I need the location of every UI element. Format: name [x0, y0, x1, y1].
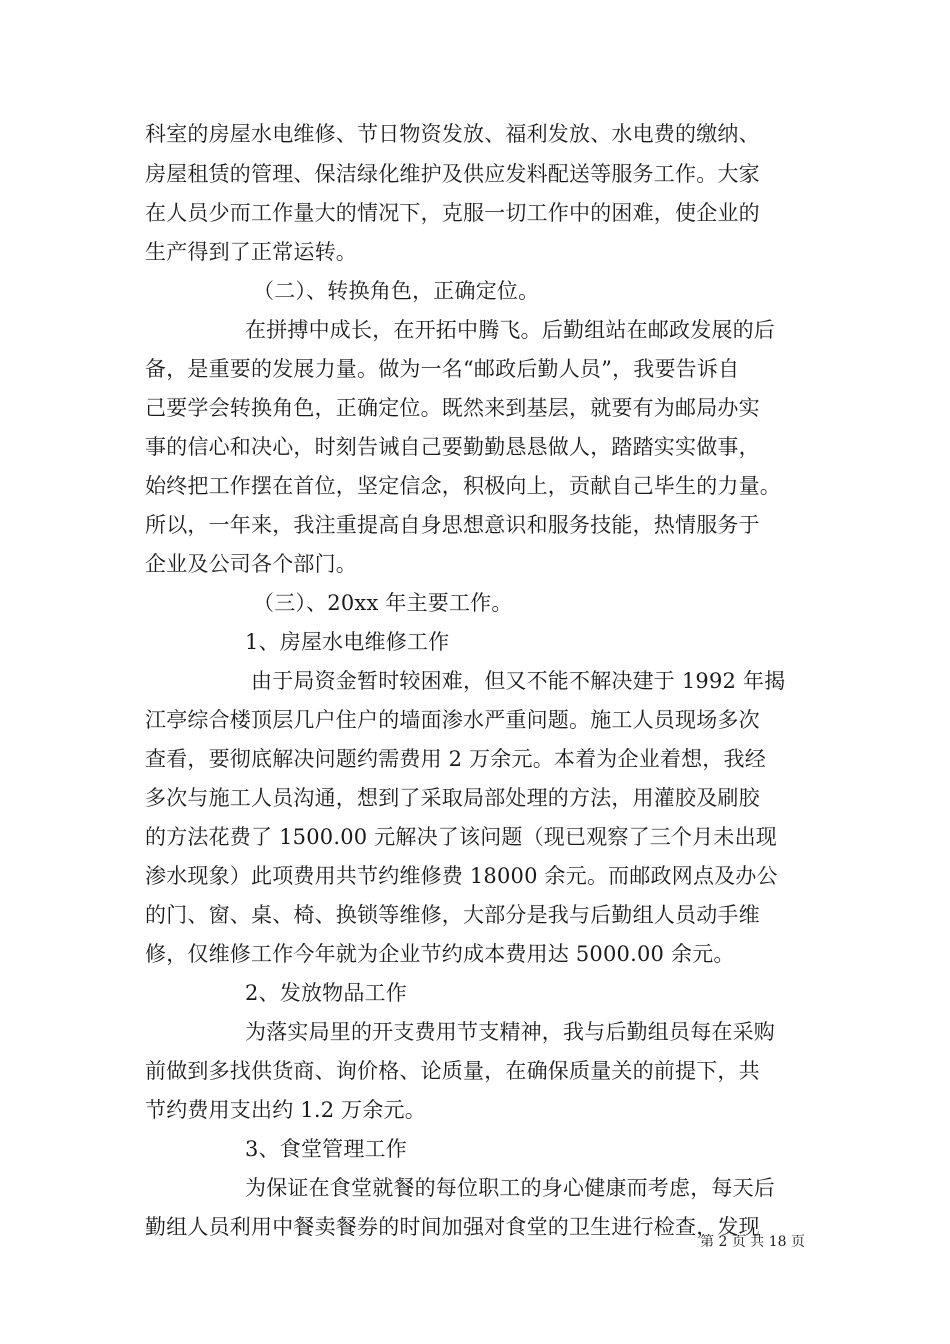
text-line: 备，是重要的发展力量。做为一名“邮政后勤人员”，我要告诉自: [145, 357, 740, 381]
text-line: 事的信心和决心，时刻告诫自己要勤勤恳恳做人，踏踏实实做事，: [145, 435, 760, 459]
text-line: 的方法花费了 1500.00 元解决了该问题（现已观察了三个月未出现: [145, 825, 777, 849]
text-line: 渗水现象）此项费用共节约维修费 18000 余元。而邮政网点及办公: [145, 864, 778, 888]
text-line: 所以，一年来，我注重提高自身思想意识和服务技能，热情服务于: [145, 513, 760, 537]
text-line: 江亭综合楼顶层几户住户的墙面渗水严重问题。施工人员现场多次: [145, 708, 760, 732]
item-heading: 3、食堂管理工作: [245, 1137, 407, 1161]
text-line: 修，仅维修工作今年就为企业节约成本费用达 5000.00 余元。: [145, 942, 735, 966]
text-line: 查看，要彻底解决问题约需费用 2 万余元。本着为企业着想，我经: [145, 747, 766, 771]
text-line: 生产得到了正常运转。: [145, 240, 357, 264]
text-line: 己要学会转换角色，正确定位。既然来到基层，就要有为邮局办实: [145, 396, 760, 420]
item-heading: 2、发放物品工作: [245, 981, 407, 1005]
text-line: 为落实局里的开支费用节支精神，我与后勤组员每在采购: [245, 1020, 775, 1044]
text-line: 房屋租赁的管理、保洁绿化维护及供应发料配送等服务工作。大家: [145, 162, 760, 186]
text-line: 勤组人员利用中餐卖餐券的时间加强对食堂的卫生进行检查，发现: [145, 1215, 760, 1239]
text-line: 的门、窗、桌、椅、换锁等维修，大部分是我与后勤组人员动手维: [145, 903, 760, 927]
text-line: 始终把工作摆在首位，坚定信念，积极向上，贡献自己毕生的力量。: [145, 474, 781, 498]
text-line: 节约费用支出约 1.2 万余元。: [145, 1098, 426, 1122]
text-line: 前做到多找供货商、询价格、论质量，在确保质量关的前提下，共: [145, 1059, 760, 1083]
text-line: 多次与施工人员沟通，想到了采取局部处理的方法，用灌胶及刷胶: [145, 786, 760, 810]
item-heading: 1、房屋水电维修工作: [245, 630, 450, 654]
text-line: 由于局资金暂时较困难，但又不能不解决建于 1992 年揭: [251, 669, 786, 693]
text-line: 在人员少而工作量大的情况下，克服一切工作中的困难，使企业的: [145, 201, 760, 225]
text-line: 为保证在食堂就餐的每位职工的身心健康而考虑，每天后: [245, 1176, 775, 1200]
section-heading: （二）、转换角色，正确定位。: [253, 279, 540, 303]
page-number: 第 2 页 共 18 页: [700, 1234, 805, 1250]
text-line: 企业及公司各个部门。: [145, 552, 357, 576]
section-heading: （三）、20xx 年主要工作。: [253, 591, 513, 615]
text-line: 科室的房屋水电维修、节日物资发放、福利发放、水电费的缴纳、: [145, 122, 760, 146]
text-line: 在拼搏中成长，在开拓中腾飞。后勤组站在邮政发展的后: [245, 318, 775, 342]
